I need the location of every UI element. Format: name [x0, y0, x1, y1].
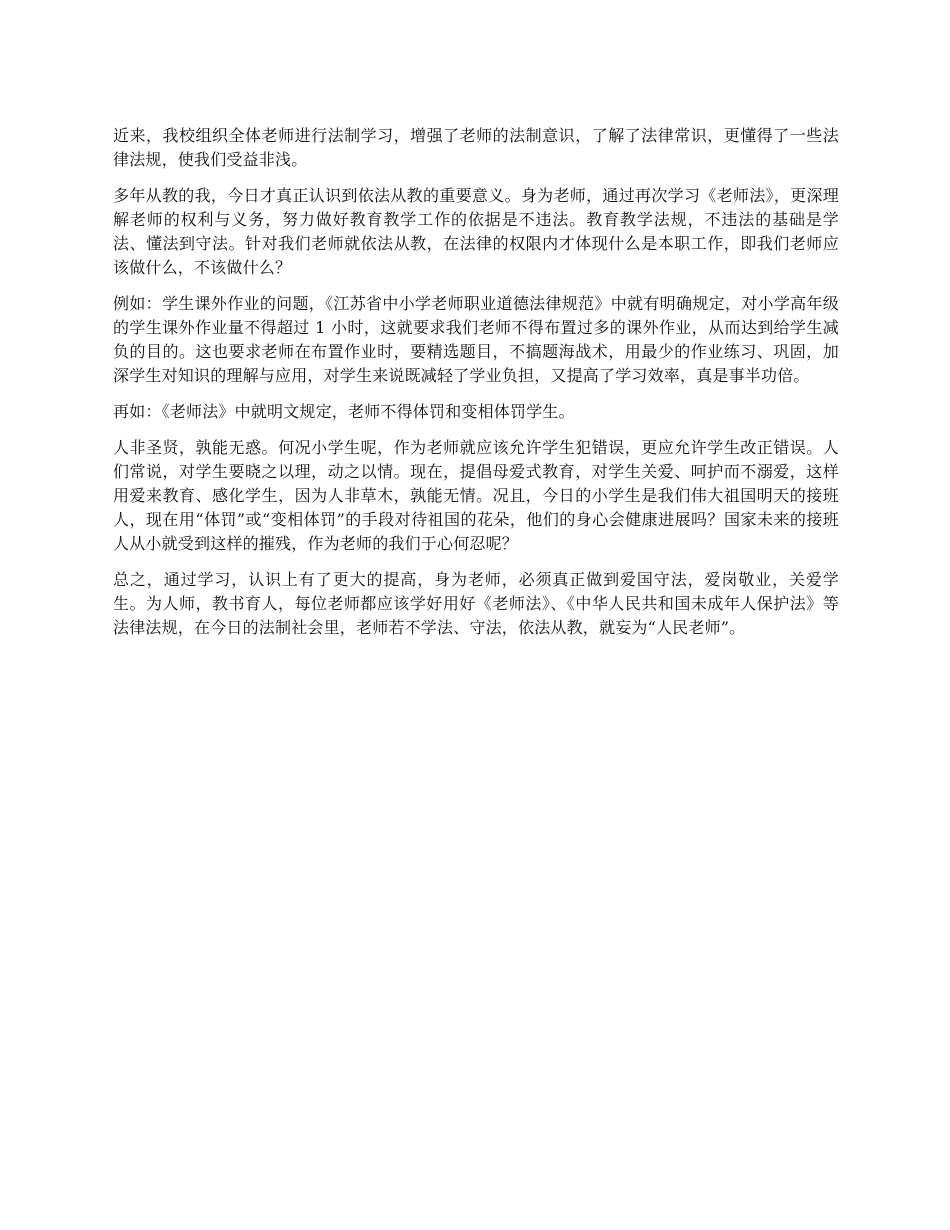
paragraph-2: 多年从教的我，今日才真正认识到依法从教的重要意义。身为老师，通过再次学习《老师法》，更深理解老师的权利与义务，努力做好教育教学工作的依据是不违法。教育教学法规，不违法的基础是学法、懂法到守法。针对我们老师就依法从教，在法律的权限内才体现什么是本职工作，即我们老师应该做什么，不该做什么？ [113, 186, 839, 277]
paragraph-3: 例如：学生课外作业的问题，《江苏省中小学老师职业道德法律规范》中就有明确规定，对小学高年级的学生课外作业量不得超过 1 小时，这就要求我们老师不得布置过多的课外作业，从而达到给学生减负的目的。这也要求老师在布置作业时，要精选题目，不搞题海战术，用最少的作业练习、巩固，加深学生对知识的理解与应用，对学生来说既减轻了学业负担，又提高了学习效率，真是事半功倍。 [113, 294, 839, 385]
paragraph-4: 再如：《老师法》中就明文规定，老师不得体罚和变相体罚学生。 [113, 402, 575, 421]
paragraph-6: 总之，通过学习，认识上有了更大的提高，身为老师，必须真正做到爱国守法，爱岗敬业，关爱学生。为人师，教书育人，每位老师都应该学好用好《老师法》、《中华人民共和国未成年人保护法》等法律法规，在今日的法制社会里，老师若不学法、守法，依法从教，就妄为“人民老师”。 [113, 570, 839, 637]
document-body [113, 124, 839, 652]
paragraph-1: 近来，我校组织全体老师进行法制学习，增强了老师的法制意识，了解了法律常识，更懂得了一些法律法规，使我们受益非浅。 [113, 126, 839, 169]
paragraph-5: 人非圣贤，孰能无惑。何况小学生呢，作为老师就应该允许学生犯错误，更应允许学生改正错误。人们常说，对学生要晓之以理，动之以情。现在，提倡母爱式教育，对学生关爱、呵护而不溺爱，这样用爱来教育、感化学生，因为人非草木，孰能无情。况且，今日的小学生是我们伟大祖国明天的接班人，现在用“体罚”或“变相体罚”的手段对待祖国的花朵，他们的身心会健康进展吗？国家未来的接班人从小就受到这样的摧残，作为老师的我们于心何忍呢？ [113, 438, 839, 553]
